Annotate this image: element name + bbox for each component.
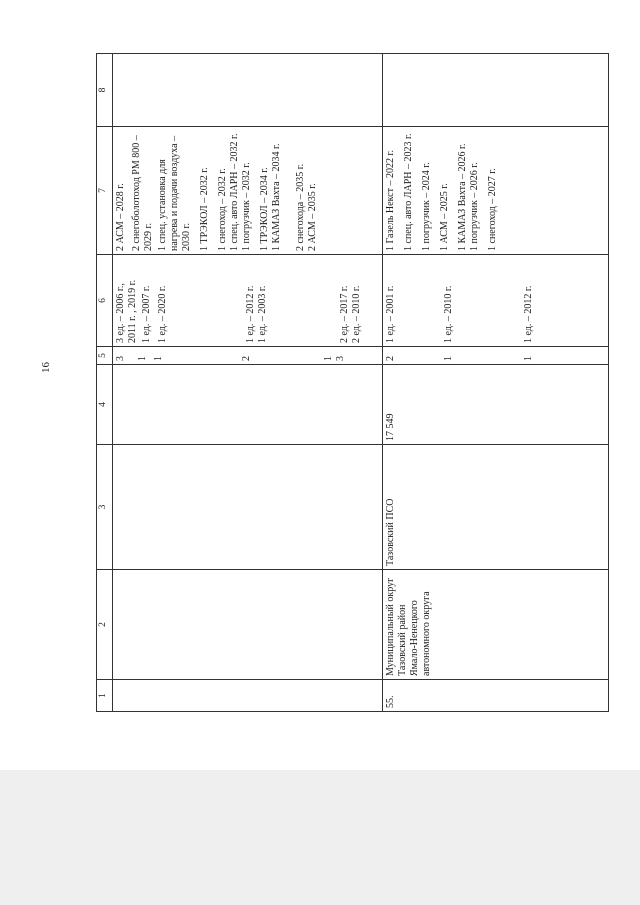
table-header-row [97, 54, 113, 712]
header-cell: 6 [97, 255, 113, 347]
year-cell: 3 ед. – 2006 г., 2011 г. , 2019 г. 1 ед. – 2007 г. 1 ед. – 2020 г. 1 ед. – 2012 г. 1 ед. – 2003 г. 2 ед. – 2017 г. 2 ед. – 2010 г. [113, 255, 383, 347]
note-cell [383, 54, 609, 127]
header-cell: 1 [97, 680, 113, 712]
table-row [113, 54, 383, 712]
document-table [96, 54, 610, 712]
header-cell: 3 [97, 445, 113, 570]
municipality-cell [113, 570, 383, 680]
year-cell: 1 ед. – 2001 г. 1 ед. – 2010 г. 1 ед. – 2012 г. [383, 255, 609, 347]
municipality-cell: Муниципальный округ Тазовский район Ямало-Ненецкого автономного округа [383, 570, 609, 680]
area-cell [113, 365, 383, 445]
count-cell: 2 1 1 [383, 347, 609, 365]
row-number-cell [113, 680, 383, 712]
header-cell: 7 [97, 127, 113, 255]
plan-cell: 1 Газель Некст – 2022 г. 1 спец. авто ЛАРН – 2023 г. 1 погрузчик – 2024 г. 1 АСМ – 2025 г. 1 КАМАЗ Вахта – 2026 г. 1 погрузчик – 2026 г. 1 снегоход – 2027 г. [383, 127, 609, 255]
area-cell: 17 549 [383, 365, 609, 445]
header-cell: 4 [97, 365, 113, 445]
table-row [383, 54, 609, 712]
header-cell: 8 [97, 54, 113, 127]
row-number-cell: 55. [383, 680, 609, 712]
unit-cell [113, 445, 383, 570]
header-cell: 2 [97, 570, 113, 680]
plan-cell: 2 АСМ – 2028 г. 2 снегоболотоход РМ 800 – 2029 г. 1 спец. установка для нагрева и подачи воздуха – 2030 г. 1 ТРЭКОЛ – 2032 г. 1 снегоход – 2032 г. 1 спец. авто ЛАРН – 2032 г. 1 погрузчик – 2032 г. 1 ТРЭКОЛ – 2034 г. 1 КАМАЗ Вахта – 2034 г. 2 снегохода – 2035 г. 2 АСМ – 2035 г. [113, 127, 383, 255]
note-cell [113, 54, 383, 127]
count-cell: 3 1 1 2 1 3 [113, 347, 383, 365]
page-number: 16 [40, 362, 52, 373]
unit-cell: Тазовский ПСО [383, 445, 609, 570]
header-cell: 5 [97, 347, 113, 365]
